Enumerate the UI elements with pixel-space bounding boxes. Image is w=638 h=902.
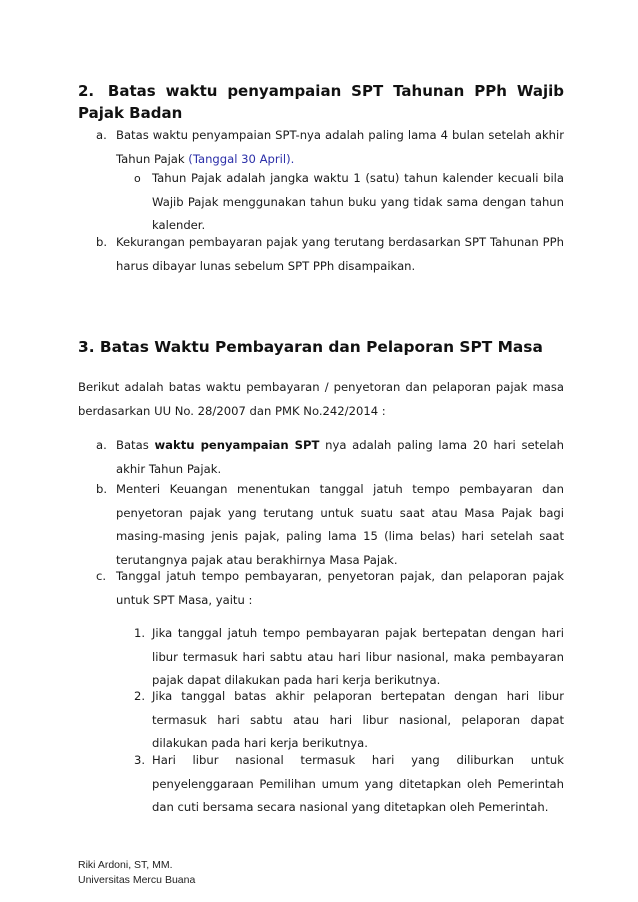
bullet-marker: o [134,172,141,185]
section-2-title: Batas waktu penyampaian SPT Tahunan PPh Wajib Pajak Badan [78,82,564,122]
numbered-item-text: Hari libur nasional termasuk hari yang diliburkan untuk penyelenggaraan Pemilihan umum yang ditetapkan oleh Pemerintah dan cuti bersama secara nasional yang ditetapkan oleh Pemerintah. [152,753,564,815]
item-marker: a. [96,438,107,452]
numbered-item-1 [134,622,564,693]
item-a-post: nya adalah paling lama 20 hari setelah akhir Tahun Pajak. [116,438,564,476]
section-3-item-a [96,434,564,481]
section-2-item-b [96,231,564,278]
item-marker: c. [96,569,107,583]
section-3-item-b [96,478,564,572]
item-a-pre: Batas [116,438,155,452]
sub-item-text: Tahun Pajak adalah jangka waktu 1 (satu) tahun kalender kecuali bila Wajib Pajak menggunakan tahun buku yang tidak sama dengan tahun kalender. [152,171,564,233]
item-text: Menteri Keuangan menentukan tanggal jatuh tempo pembayaran dan penyetoran pajak yang terutang untuk suatu saat atau Masa Pajak bagi masing-masing jenis pajak, paling lama 15 (lima belas) hari setelah saat terutangnya pajak atau berakhirnya Masa Pajak. [116,482,564,567]
section-3-intro: Berikut adalah batas waktu pembayaran / penyetoran dan pelaporan pajak masa berdasarkan UU No. 28/2007 dan PMK No.242/2014 : [78,380,564,418]
bold-term: waktu penyampaian SPT [154,438,320,452]
item-text: Tanggal jatuh tempo pembayaran, penyetoran pajak, dan pelaporan pajak untuk SPT Masa, yaitu : [116,569,564,607]
item-text [116,124,564,171]
section-3-heading: 3. Batas Waktu Pembayaran dan Pelaporan SPT Masa [78,338,543,356]
number-marker: 3. [134,753,146,767]
date-highlight: (Tanggal 30 April). [188,151,295,166]
section-2-item-a [96,124,564,171]
footer-institution: Universitas Mercu Buana [78,874,196,886]
section-2-number: 2. [78,82,95,100]
number-marker: 1. [134,626,146,640]
item-marker: b. [96,482,108,496]
item-text [116,434,564,481]
numbered-item-2 [134,685,564,756]
section-3-item-c [96,565,564,612]
item-marker: a. [96,128,107,142]
item-marker: b. [96,235,108,249]
numbered-item-text: Jika tanggal jatuh tempo pembayaran pajak bertepatan dengan hari libur termasuk hari sabtu atau hari libur nasional, maka pembayaran pajak dapat dilakukan pada hari kerja berikutnya. [152,626,564,688]
page-footer [78,858,195,888]
item-a-text: Batas waktu penyampaian SPT-nya adalah paling lama 4 bulan setelah akhir Tahun Pajak [116,128,564,166]
numbered-item-3 [134,749,564,820]
number-marker: 2. [134,689,146,703]
footer-author: Riki Ardoni, ST, MM. [78,859,173,871]
section-2-heading [78,80,564,124]
section-2-item-a-sub [134,167,564,238]
item-text: Kekurangan pembayaran pajak yang terutang berdasarkan SPT Tahunan PPh harus dibayar lunas sebelum SPT PPh disampaikan. [116,235,564,273]
numbered-item-text: Jika tanggal batas akhir pelaporan bertepatan dengan hari libur termasuk hari sabtu atau hari libur nasional, pelaporan dapat dilakukan pada hari kerja berikutnya. [152,689,564,751]
